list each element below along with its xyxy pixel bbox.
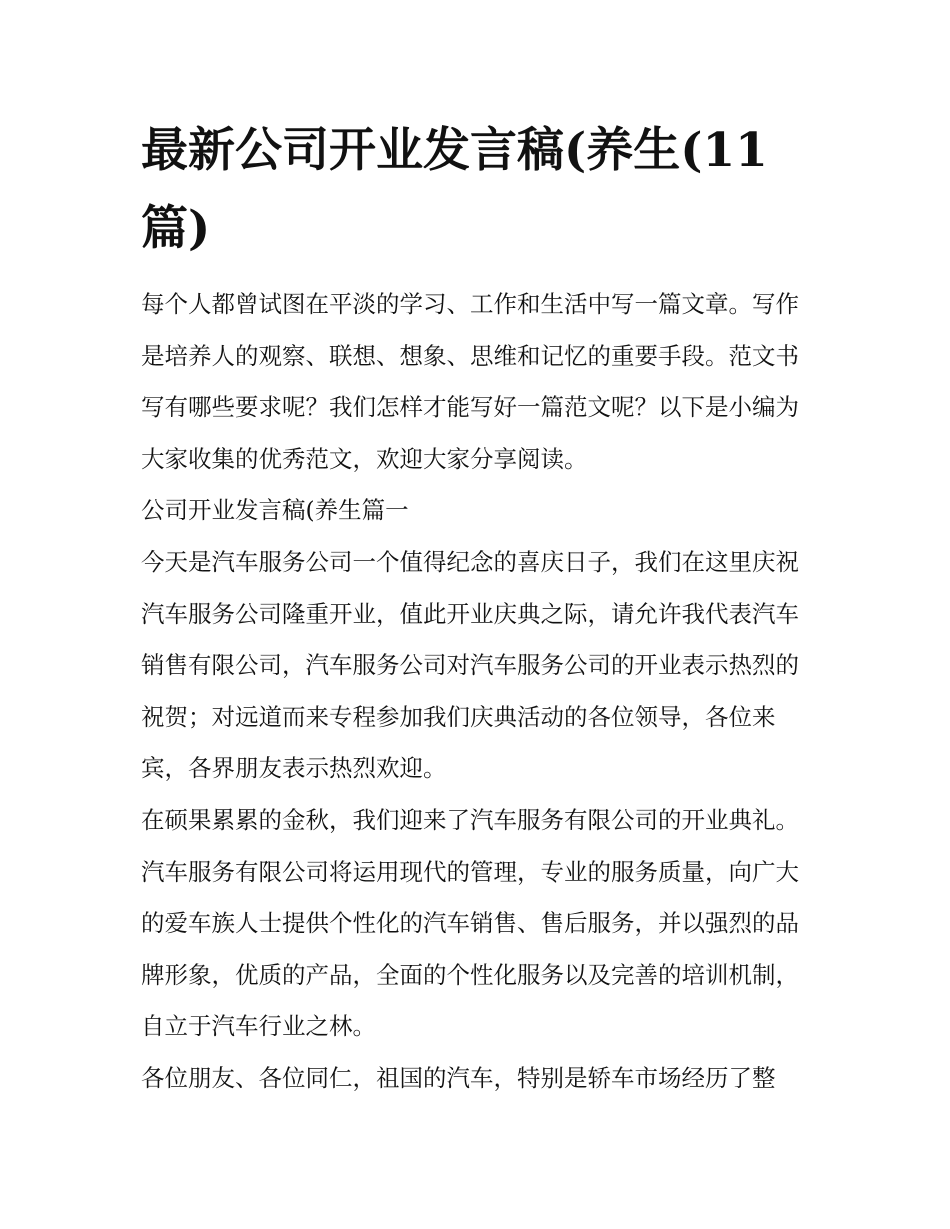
- body-paragraph: 在硕果累累的金秋，我们迎来了汽车服务有限公司的开业典礼。汽车服务有限公司将运用现代的管理，专业的服务质量，向广大的爱车族人士提供个性化的汽车销售、售后服务，并以强烈的品牌形象，优质的产品，全面的个性化服务以及完善的培训机制，自立于汽车行业之林。: [141, 805, 799, 1041]
- body-paragraph: 今天是汽车服务公司一个值得纪念的喜庆日子，我们在这里庆祝汽车服务公司隆重开业，值此开业庆典之际，请允许我代表汽车销售有限公司，汽车服务公司对汽车服务公司的开业表示热烈的祝贺；对远道而来专程参加我们庆典活动的各位领导，各位来宾，各界朋友表示热烈欢迎。: [141, 547, 799, 783]
- intro-paragraph: 每个人都曾试图在平淡的学习、工作和生活中写一篇文章。写作是培养人的观察、联想、想象、思维和记忆的重要手段。范文书写有哪些要求呢？我们怎样才能写好一篇范文呢？以下是小编为大家收集的优秀范文，欢迎大家分享阅读。: [141, 290, 799, 473]
- body-paragraph: 各位朋友、各位同仁，祖国的汽车，特别是轿车市场经历了整: [141, 1063, 776, 1092]
- document-body: [141, 112, 813, 1105]
- section-heading: 公司开业发言稿(养生篇一: [141, 496, 409, 525]
- document-title: 最新公司开业发言稿(养生(11篇): [141, 123, 768, 256]
